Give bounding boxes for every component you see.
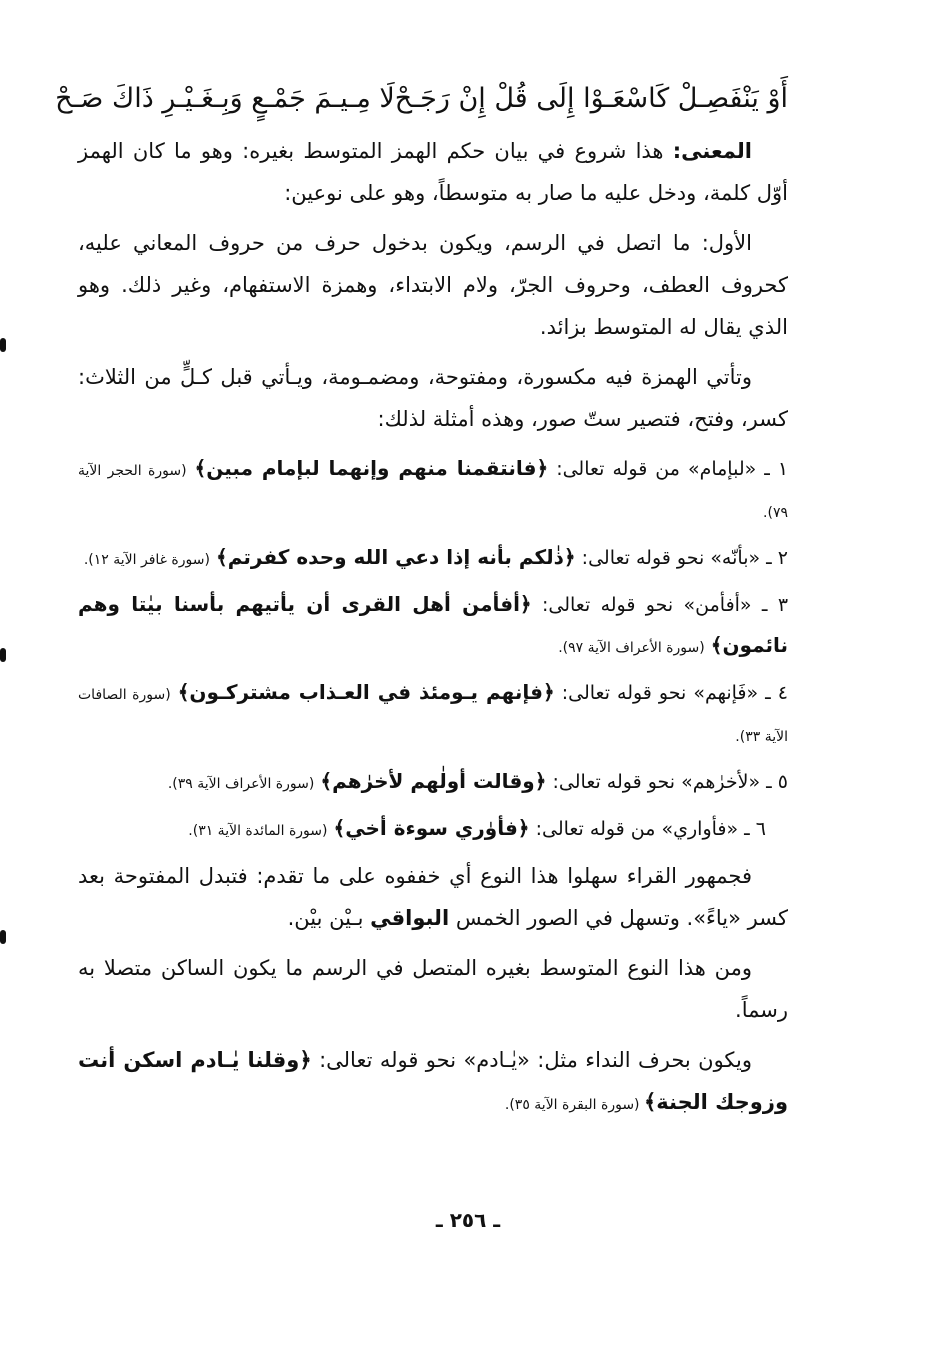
- surah-reference: (سورة الصافات الآية ٣٣).: [78, 687, 788, 745]
- quran-quote: ﴿فانتقمنا منهم وإنهما لبإمام مبين﴾: [194, 456, 549, 480]
- margin-mark: [0, 648, 6, 662]
- example-item: ٦ ـ «فأواري» من قوله تعالى: ﴿فأوٰري سوءة أخي﴾ (سورة المائدة الآية ٣١).: [188, 816, 766, 840]
- surah-reference: (سورة الأعراف الآية ٣٩).: [167, 776, 315, 792]
- forms-paragraph: وتأتي الهمزة فيه مكسورة، ومفتوحة، ومضمـومة، ويـأتي قبل كـلٍّ من الثلاث: كسر، وفتح، فتصير ستّ صور، وهذه أمثلة لذلك:: [78, 365, 788, 431]
- example-item: ٣ ـ «أفأمن» نحو قوله تعالى: ﴿أفأمن أهل القرى أن يأتيهم بأسنا بيٰتا وهم نائمون﴾ (سورة الأعراف الآية ٩٧).: [78, 592, 789, 657]
- connected-paragraph: ومن هذا النوع المتوسط بغيره المتصل في الرسم ما يكون الساكن متصلا به رسماً.: [78, 956, 788, 1022]
- verse-first-hemistich: أَوْ يَنْفَصِـلْ كَاسْعَـوْا إِلَى قُلْ إِنْ رَجَـحْ: [394, 83, 788, 114]
- quran-quote: ﴿فأوٰري سوءة أخي﴾: [333, 816, 530, 840]
- margin-mark: [0, 930, 6, 944]
- example-item: ٢ ـ «بأنّه» نحو قوله تعالى: ﴿ذٰلكم بأنه إذا دعي الله وحده كفرتم﴾ (سورة غافر الآية ١٢).: [83, 545, 788, 569]
- surah-reference: (سورة البقرة الآية ٣٥).: [504, 1097, 644, 1113]
- page-number: ـ ٢٥٦ ـ: [435, 1208, 501, 1232]
- surah-reference: (سورة غافر الآية ١٢).: [83, 552, 210, 568]
- example-item: ١ ـ «لبإمام» من قوله تعالى: ﴿فانتقمنا منهم وإنهما لبإمام مبين﴾ (سورة الحجر الآية ٧٩).: [78, 456, 789, 521]
- surah-reference: (سورة الأعراف الآية ٩٧).: [558, 640, 705, 656]
- first-type-paragraph: الأول: ما اتصل في الرسم، ويكون بدخول حرف من حروف المعاني عليه، كحروف العطف، وحروف الجرّ، ولام الابتداء، وهمزة الاستفهام، وغير ذلك. وهو الذي يقال له المتوسط بزائد.: [78, 231, 788, 339]
- poem-verse: [55, 78, 788, 120]
- meaning-text: هذا شروع في بيان حكم الهمز المتوسط بغيره: وهو ما كان الهمز أوّل كلمة، ودخل عليه ما صار به متوسطاً، وهو على نوعين:: [78, 139, 788, 205]
- page-body: [55, 78, 789, 1134]
- example-item: ٤ ـ «فَإنهم» نحو قوله تعالى: ﴿فإنهم يـومئذ في العـذاب مشتركـون﴾ (سورة الصافات الآية ٣٣).: [78, 680, 788, 745]
- surah-reference: (سورة الحجر الآية ٧٩).: [78, 463, 788, 521]
- verse-second-hemistich: لَا مِـيـمَ جَمْـعٍ وَبِـغَـيْـرِ ذَاكَ صَـحْ: [55, 83, 395, 114]
- meaning-label: المعنى:: [672, 139, 752, 163]
- surah-reference: (سورة المائدة الآية ٣١).: [188, 823, 328, 839]
- meaning-paragraph: [78, 130, 788, 214]
- margin-mark: [0, 338, 6, 352]
- quran-quote: ﴿وقلنا يٰـادم اسكن أنت وزوجك الجنة﴾: [78, 1048, 788, 1114]
- quran-quote: ﴿أفأمن أهل القرى أن يأتيهم بأسنا بيٰتا وهم نائمون﴾: [78, 592, 788, 657]
- quran-quote: ﴿وقالت أولٰهم لأخرٰهم﴾: [320, 769, 547, 793]
- quran-quote: ﴿فإنهم يـومئذ في العـذاب مشتركـون﴾: [177, 680, 555, 704]
- example-item: ٥ ـ «لأخرٰهم» نحو قوله تعالى: ﴿وقالت أولٰهم لأخرٰهم﴾ (سورة الأعراف الآية ٣٩).: [167, 769, 788, 793]
- vocative-paragraph: ويكون بحرف النداء مثل: «يٰـادم» نحو قوله تعالى: ﴿وقلنا يٰـادم اسكن أنت وزوجك الجنة﴾ (سورة البقرة الآية ٣٥).: [78, 1048, 788, 1114]
- examples-list: [78, 448, 788, 851]
- quran-quote: ﴿ذٰلكم بأنه إذا دعي الله وحده كفرتم﴾: [216, 545, 576, 569]
- majority-paragraph: فجمهور القراء سهلوا هذا النوع أي خففوه على ما تقدم: فتبدل المفتوحة بعد كسر «ياءً». وتسهل في الصور الخمس البواقي بـيْن بيْن.: [78, 864, 788, 930]
